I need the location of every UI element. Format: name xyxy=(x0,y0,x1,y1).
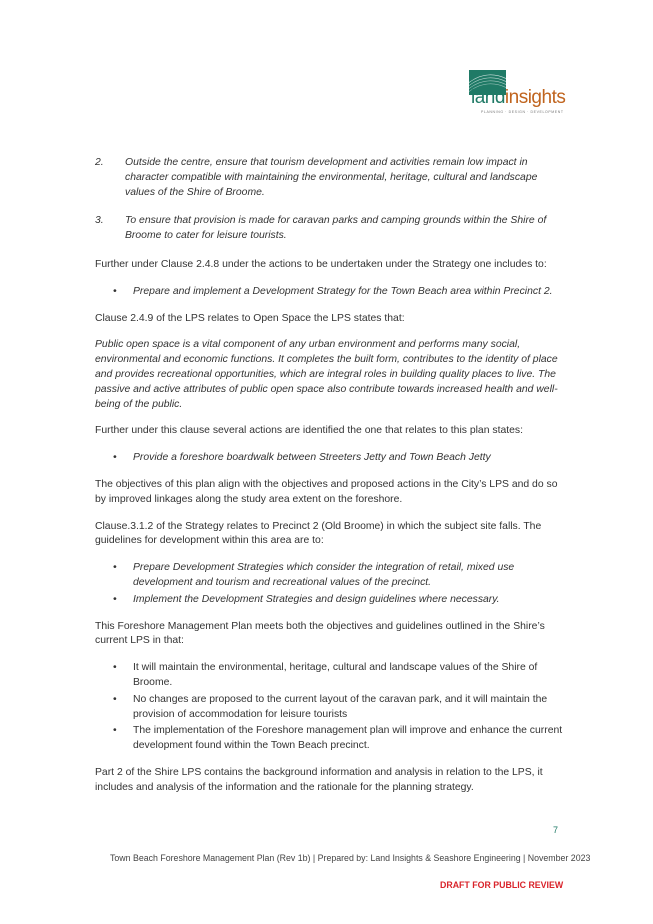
item-number: 2. xyxy=(95,157,104,168)
footer-text: Town Beach Foreshore Management Plan (Rev 1b) | Prepared by: Land Insights & Seashore Engineering | November 2023 xyxy=(110,853,591,863)
numbered-item xyxy=(95,214,567,244)
bullet-item: • Prepare Development Strategies which consider the integration of retail, mixed use development and tourism and recreational values of the precinct. xyxy=(113,562,515,588)
paragraph: Further under this clause several actions are identified the one that relates to this plan states: xyxy=(95,425,523,437)
bullet-icon: • xyxy=(113,562,117,574)
page-number: 7 xyxy=(553,825,559,835)
item-text: To ensure that provision is made for caravan parks and camping grounds within the Shire of Broome to cater for leisure tourists. xyxy=(125,215,547,242)
item-number: 3. xyxy=(95,215,104,227)
logo-tagline: PLANNING · DESIGN · DEVELOPMENT xyxy=(481,110,564,114)
land-insights-logo xyxy=(467,68,565,118)
bullet-item: • It will maintain the environmental, heritage, cultural and landscape values of the Shire of Broome. xyxy=(113,662,538,688)
item-text: Outside the centre, ensure that tourism development and activities remain low impact in character compatible with maintaining the environmental, heritage, cultural and landscape values of the Shire of Broome. xyxy=(125,157,538,198)
bullet-list xyxy=(95,451,567,466)
bullet-item: • Provide a foreshore boardwalk between Streeters Jetty and Town Beach Jetty xyxy=(95,451,567,466)
bullet-item: • Prepare and implement a Development Strategy for the Town Beach area within Precinct 2. xyxy=(95,285,567,300)
numbered-item xyxy=(95,156,567,200)
bullet-item: • No changes are proposed to the current layout of the caravan park, and it will maintain the provision of accommodation for leisure tourists xyxy=(113,693,548,720)
paragraph: Clause 2.4.9 of the LPS relates to Open Space the LPS states that: xyxy=(95,312,405,324)
paragraph: Further under Clause 2.4.8 under the actions to be undertaken under the Strategy one includes to: xyxy=(95,258,547,270)
bullet-icon: • xyxy=(113,725,117,737)
bullet-list xyxy=(95,561,567,607)
bullet-icon: • xyxy=(113,693,117,705)
main-content xyxy=(95,156,567,808)
bullet-icon: • xyxy=(113,285,117,297)
draft-label: DRAFT FOR PUBLIC REVIEW xyxy=(440,880,564,890)
bullet-list xyxy=(95,661,567,754)
bullet-icon: • xyxy=(113,593,117,605)
bullet-icon: • xyxy=(113,452,117,464)
paragraph: Part 2 of the Shire LPS contains the background information and analysis in relation to the LPS, it includes and analysis of the information and the rationale for the planning strategy. xyxy=(95,766,543,793)
paragraph: This Foreshore Management Plan meets both the objectives and guidelines outlined in the Shire’s current LPS in that: xyxy=(95,620,545,647)
quote-paragraph: Public open space is a vital component of any urban environment and performs many social, environmental and economic functions. It completes the built form, contributes to the identity of place and provides recreational opportunities, which are integral roles in building quality places to live. The passive and active attributes of public open space also contribute towards increased health and well-being of the public. xyxy=(95,339,558,410)
paragraph: Clause.3.1.2 of the Strategy relates to Precinct 2 (Old Broome) in which the subject site falls. The guidelines for development within this area are to: xyxy=(95,520,542,547)
bullet-list xyxy=(95,285,567,300)
bullet-item: • Implement the Development Strategies and design guidelines where necessary. xyxy=(95,593,567,608)
bullet-icon: • xyxy=(113,662,117,674)
logo-wordmark: landinsights xyxy=(471,87,566,108)
bullet-item: • The implementation of the Foreshore management plan will improve and enhance the current development found within the Town Beach precinct. xyxy=(113,725,563,752)
paragraph: The objectives of this plan align with the objectives and proposed actions in the City’s LPS and do so by improved linkages along the study area extent on the foreshore. xyxy=(95,478,558,505)
